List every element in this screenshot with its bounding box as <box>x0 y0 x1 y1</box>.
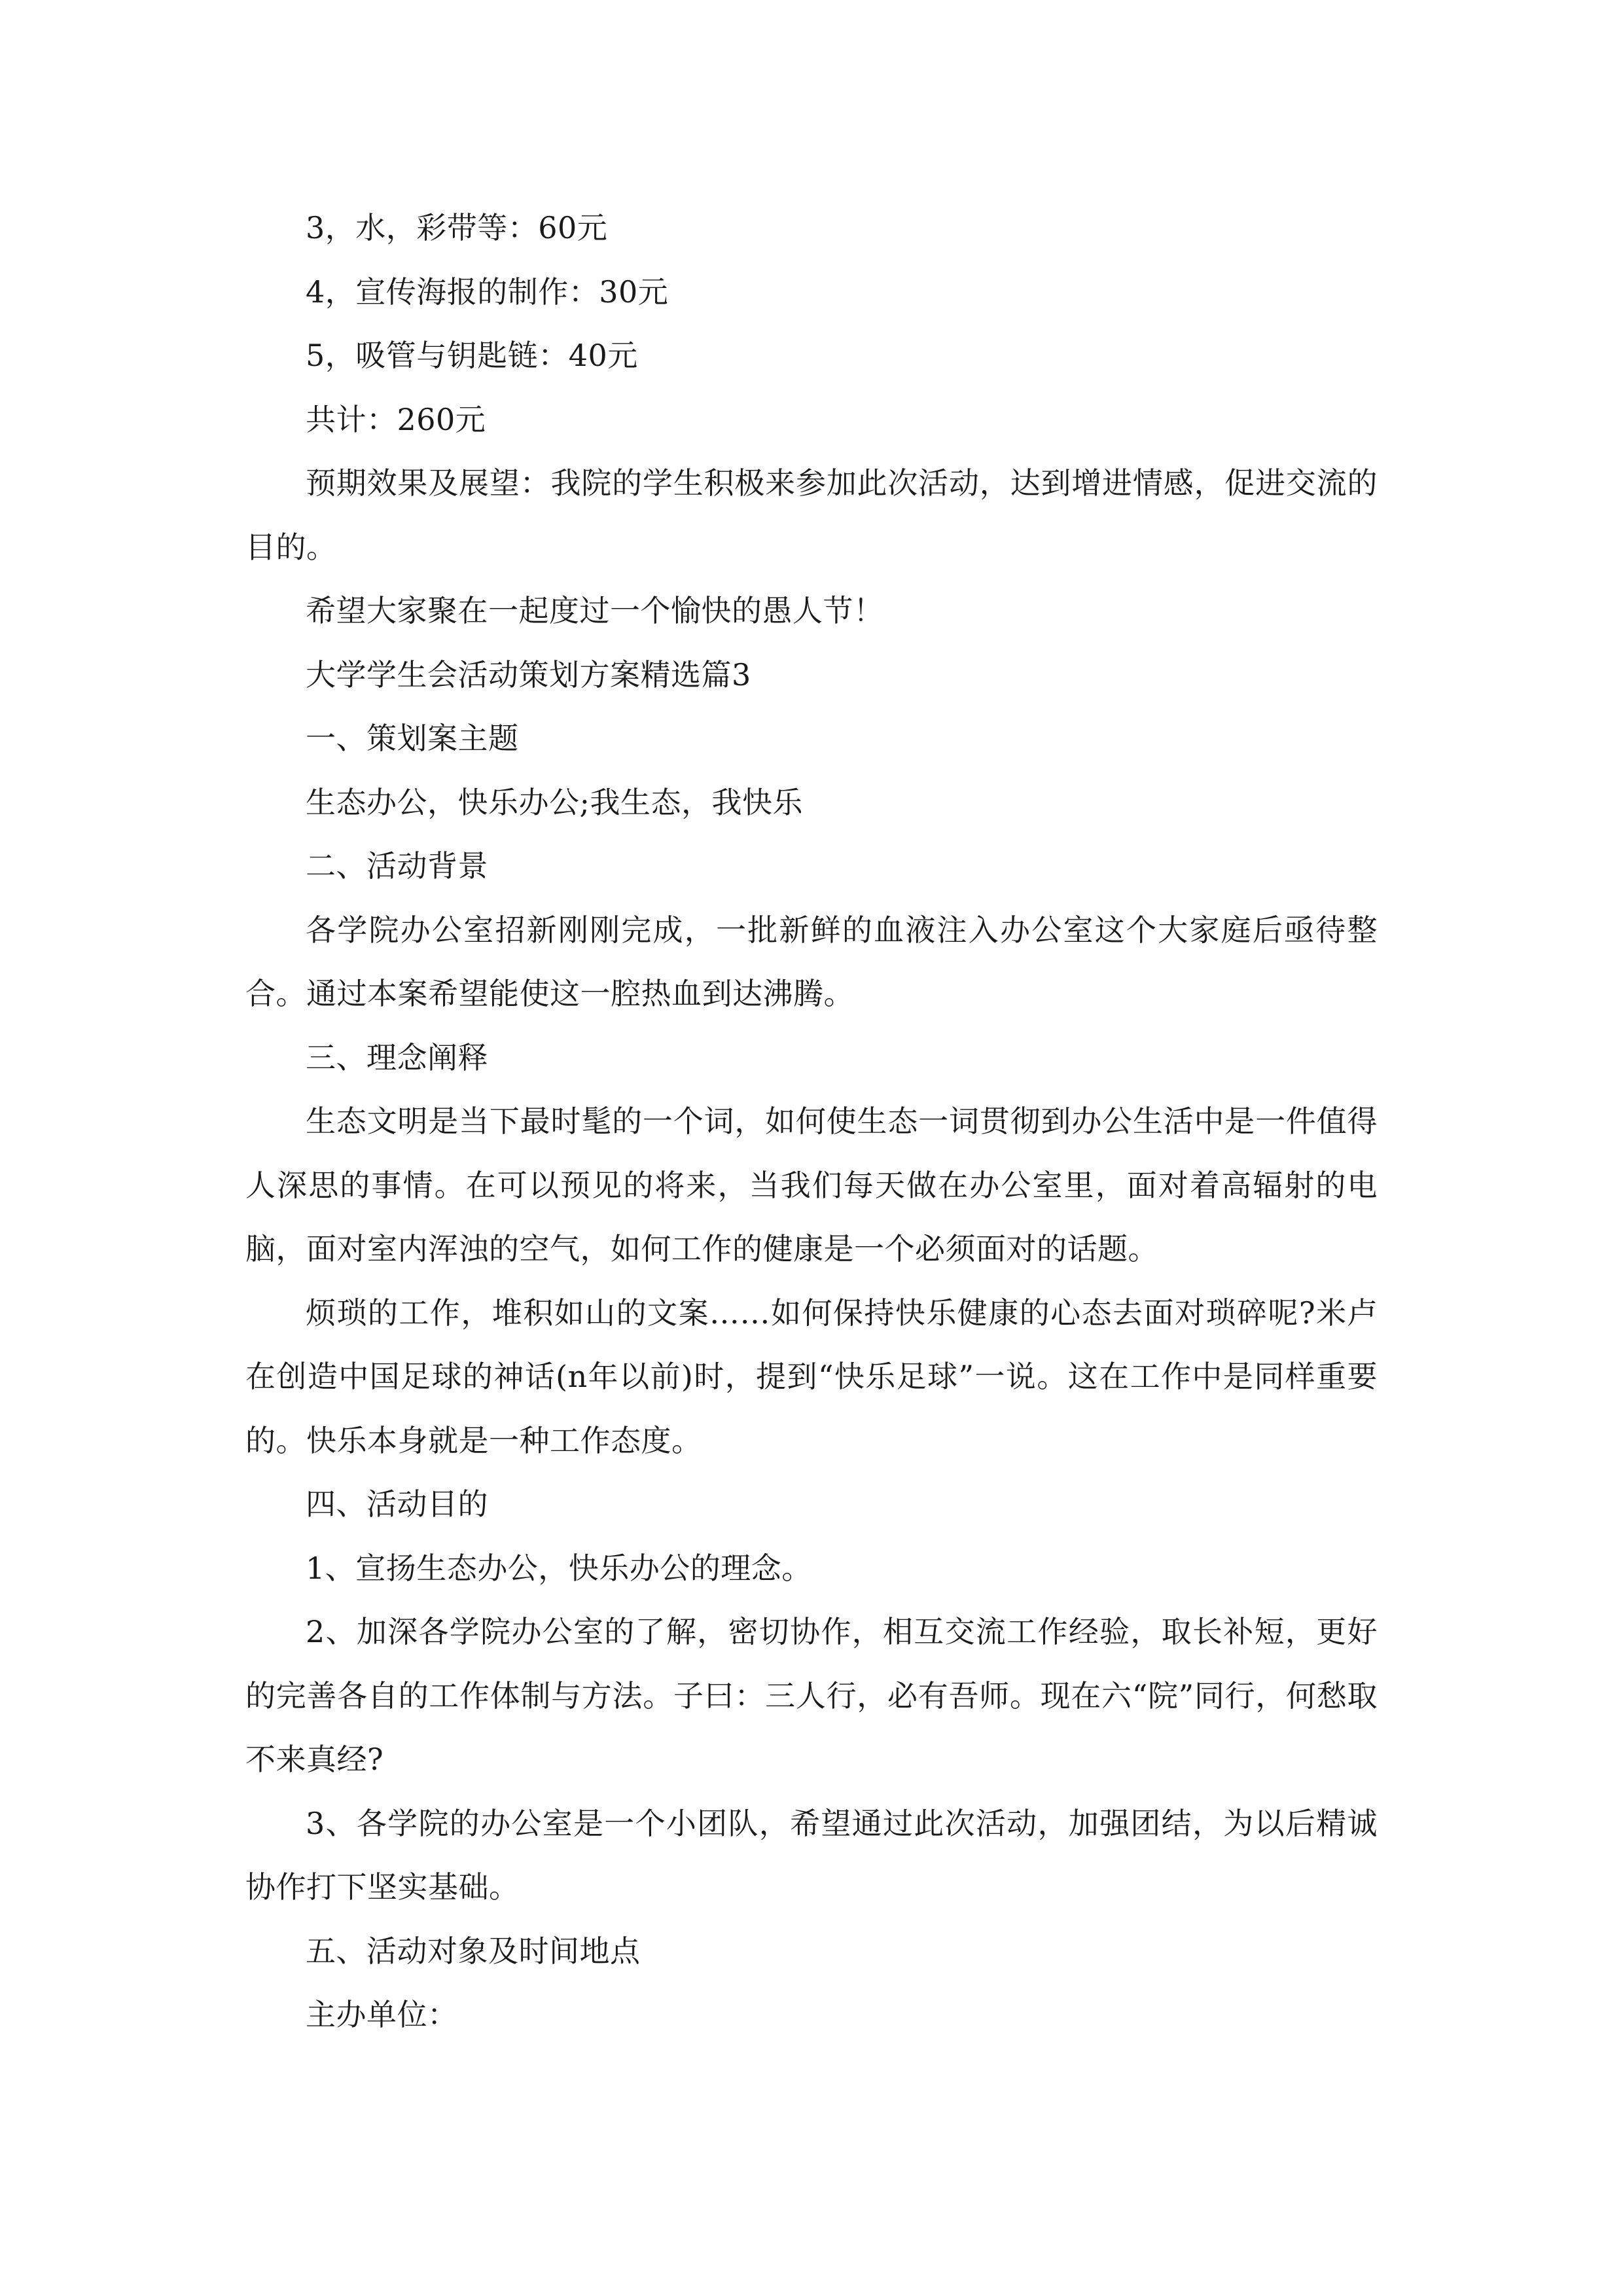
purpose-item-2: 2、加深各学院办公室的了解，密切协作，相互交流工作经验，取长补短，更好的完善各自的工作体制与方法。子曰：三人行，必有吾师。现在六“院”同行，何愁取不来真经? <box>245 1614 1378 1777</box>
budget-item-4: 4，宣传海报的制作：30元 <box>306 274 669 310</box>
expected-effect-paragraph: 预期效果及展望：我院的学生积极来参加此次活动，达到增进情感，促进交流的目的。 <box>245 465 1378 565</box>
organizer-label: 主办单位： <box>306 1997 458 2032</box>
budget-item-3: 3，水，彩带等：60元 <box>306 210 608 245</box>
heading-theme: 一、策划案主题 <box>306 721 519 756</box>
heading-participants-time-place: 五、活动对象及时间地点 <box>306 1933 641 1969</box>
document-body <box>245 196 1378 2047</box>
concept-paragraph-2: 烦琐的工作，堆积如山的文案……如何保持快乐健康的心态去面对琐碎呢?米卢在创造中国足球的神话(n年以前)时，提到“快乐足球”一说。这在工作中是同样重要的。快乐本身就是一种工作态度。 <box>245 1295 1378 1458</box>
concept-paragraph-1: 生态文明是当下最时髦的一个词，如何使生态一词贯彻到办公生活中是一件值得人深思的事情。在可以预见的将来，当我们每天做在办公室里，面对着高辐射的电脑，面对室内浑浊的空气，如何工作的健康是一个必须面对的话题。 <box>245 1103 1378 1266</box>
heading-concept: 三、理念阐释 <box>306 1039 488 1075</box>
closing-wish: 希望大家聚在一起度过一个愉快的愚人节！ <box>306 593 884 628</box>
budget-total: 共计：260元 <box>306 401 486 437</box>
purpose-item-1: 1、宣扬生态办公，快乐办公的理念。 <box>306 1550 812 1586</box>
background-paragraph: 各学院办公室招新刚刚完成，一批新鲜的血液注入办公室这个大家庭后亟待整合。通过本案希望能使这一腔热血到达沸腾。 <box>245 912 1378 1011</box>
budget-item-5: 5，吸管与钥匙链：40元 <box>306 338 638 373</box>
purpose-item-3: 3、各学院的办公室是一个小团队，希望通过此次活动，加强团结，为以后精诚协作打下坚实基础。 <box>245 1805 1378 1905</box>
heading-background: 二、活动背景 <box>306 848 488 884</box>
section-title: 大学学生会活动策划方案精选篇3 <box>306 656 751 692</box>
heading-purpose: 四、活动目的 <box>306 1486 488 1522</box>
theme-paragraph: 生态办公，快乐办公;我生态，我快乐 <box>306 784 803 820</box>
